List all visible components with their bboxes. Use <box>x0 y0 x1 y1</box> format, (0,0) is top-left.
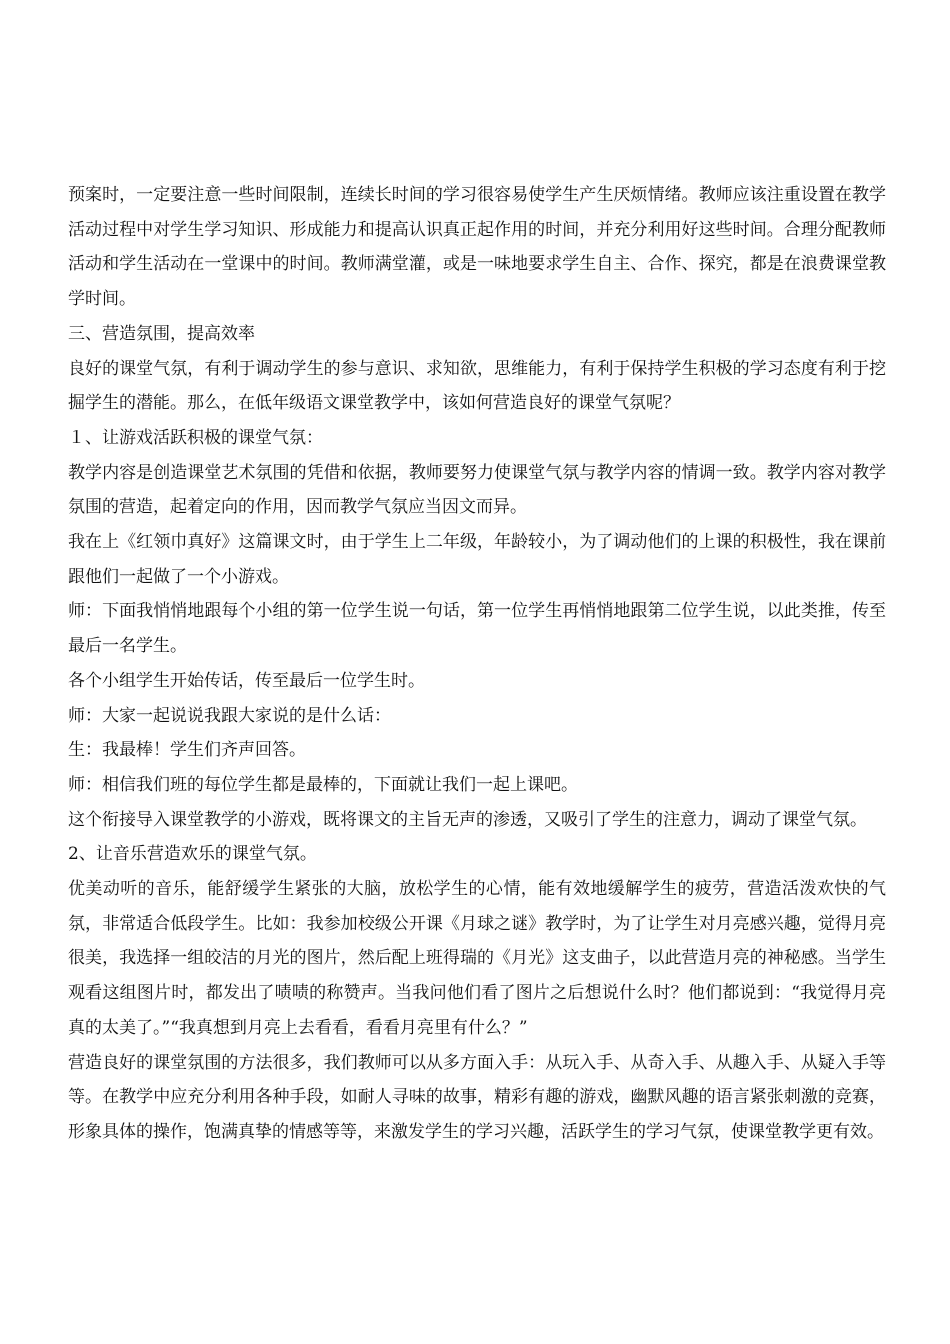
paragraph-time-management: 预案时，一定要注意一些时间限制，连续长时间的学习很容易使学生产生厌烦情绪。教师应该注重设置在教学活动过程中对学生学习知识、形成能力和提高认识真正起作用的时间，并充分利用好这些时间。合理分配教师活动和学生活动在一堂课中的时间。教师满堂灌，或是一味地要求学生自主、合作、探究，都是在浪费课堂教学时间。 <box>68 185 886 310</box>
paragraph-atmosphere-intro: 良好的课堂气氛，有利于调动学生的参与意识、求知欲，思维能力，有利于保持学生积极的学习态度有利于挖掘学生的潜能。那么，在低年级语文课堂教学中，该如何营造良好的课堂气氛呢？ <box>68 358 886 414</box>
paragraph-methods-summary: 营造良好的课堂氛围的方法很多，我们教师可以从多方面入手：从玩入手、从奇入手、从趣入手、从疑入手等等。在教学中应充分利用各种手段，如耐人寻味的故事，精彩有趣的游戏，幽默风趣的语言紧张刺激的竞赛，形象具体的操作，饱满真挚的情感等等，来激发学生的学习兴趣，活跃学生的学习气氛，使课堂教学更有效。 <box>68 1052 886 1142</box>
subheading-games: １、让游戏活跃积极的课堂气氛： <box>68 427 323 448</box>
paragraph-teaching-content: 教学内容是创造课堂艺术氛围的凭借和依据，教师要努力使课堂气氛与教学内容的情调一致。教学内容对教学氛围的营造，起着定向的作用，因而教学气氛应当因文而异。 <box>68 462 886 518</box>
dialogue-teacher-question: 师：大家一起说说我跟大家说的是什么话： <box>68 705 391 726</box>
dialogue-teacher-instruction: 师：下面我悄悄地跟每个小组的第一位学生说一句话，第一位学生再悄悄地跟第二位学生说，以此类推，传至最后一名学生。 <box>68 601 886 657</box>
dialogue-teacher-closing: 师：相信我们班的每位学生都是最棒的，下面就让我们一起上课吧。 <box>68 774 578 795</box>
paragraph-passing-message: 各个小组学生开始传话，传至最后一位学生时。 <box>68 670 425 691</box>
subheading-music: 2、让音乐营造欢乐的课堂气氛。 <box>68 844 317 865</box>
document-body <box>68 178 886 1150</box>
paragraph-game-summary: 这个衔接导入课堂教学的小游戏，既将课文的主旨无声的渗透，又吸引了学生的注意力，调动了课堂气氛。 <box>68 809 867 830</box>
paragraph-music-example: 优美动听的音乐，能舒缓学生紧张的大脑，放松学生的心情，能有效地缓解学生的疲劳，营造活泼欢快的气氛，非常适合低段学生。比如：我参加校级公开课《月球之谜》教学时，为了让学生对月亮感兴趣，觉得月亮很美，我选择一组皎洁的月光的图片，然后配上班得瑞的《月光》这支曲子，以此营造月亮的神秘感。当学生观看这组图片时，都发出了啧啧的称赞声。当我问他们看了图片之后想说什么时？他们都说到：“我觉得月亮真的太美了。”“我真想到月亮上去看看，看看月亮里有什么？” <box>68 879 886 1038</box>
paragraph-red-scarf-lesson: 我在上《红领巾真好》这篇课文时，由于学生上二年级，年龄较小，为了调动他们的上课的积极性，我在课前跟他们一起做了一个小游戏。 <box>68 532 886 587</box>
dialogue-student-answer: 生：我最棒！学生们齐声回答。 <box>68 740 306 761</box>
section-heading-atmosphere: 三、营造氛围，提高效率 <box>68 323 255 344</box>
